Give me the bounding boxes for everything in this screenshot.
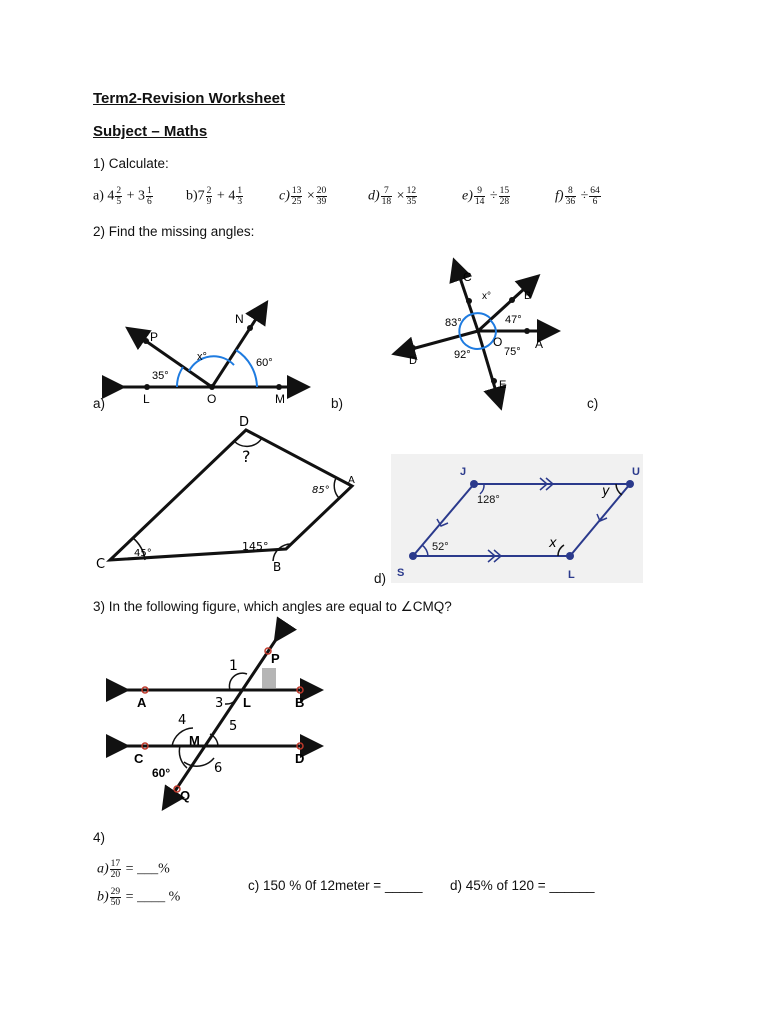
label-y: y [602, 484, 610, 499]
shaded-angle [262, 668, 276, 688]
q2-label-a: a) [93, 396, 106, 411]
label-b-c: B [273, 560, 282, 574]
label-d: D [409, 355, 417, 367]
q2-prompt: 2) Find the missing angles: [93, 224, 255, 239]
label-u: U [632, 466, 640, 478]
label-85: 85° [312, 485, 330, 496]
label-question: ? [242, 447, 251, 466]
q1-item-e: e) $\frac{9}{14}$ ÷ $\frac{15}{28}$ [462, 186, 510, 207]
label-c-c: C [96, 557, 106, 572]
q4-item-c: c) 150 % 0f 12meter = _____ [248, 878, 423, 893]
q1-item-a: a) 4 $\frac{2}{5}$ + 3 $\frac{1}{6}$ [93, 186, 152, 207]
label-q-q3: Q [180, 788, 191, 803]
label-b-q3: B [295, 695, 305, 710]
label-o-b: O [493, 335, 503, 349]
q1-item-d: d) $\frac{7}{18}$ × $\frac{12}{35}$ [368, 186, 417, 207]
label-e: E [499, 379, 507, 391]
label-92: 92° [454, 349, 471, 361]
label-n: N [235, 312, 244, 326]
q1-item-c: c) $\frac{13}{25}$ × $\frac{20}{39}$ [279, 186, 327, 207]
q4-item-b: b) $\frac{29}{50}$ = ____ % [97, 887, 181, 908]
label-35: 35° [152, 370, 169, 382]
label-a-q3: A [137, 695, 147, 710]
arc-60-q3 [179, 746, 187, 768]
label-a: A [535, 337, 544, 351]
label-128: 128° [477, 494, 500, 506]
q2-label-b: b) [331, 396, 344, 411]
label-83: 83° [445, 317, 462, 329]
label-5: 5 [229, 719, 238, 734]
label-p: P [150, 330, 159, 344]
subject-heading: Subject – Maths [93, 123, 208, 140]
label-a-c: A [348, 475, 355, 486]
label-m: M [275, 392, 285, 406]
q2-label-d: d) [374, 571, 387, 586]
label-x-d: x [549, 536, 557, 551]
arc-6 [184, 758, 214, 766]
label-6: 6 [214, 761, 223, 776]
label-x: x° [197, 351, 207, 363]
label-145: 145° [242, 540, 269, 553]
q4-item-d: d) 45% of 120 = ______ [450, 878, 595, 893]
q3-prompt: 3) In the following figure, which angles are equal to ∠CMQ? [93, 599, 452, 614]
label-4: 4 [178, 713, 187, 728]
label-60: 60° [256, 357, 273, 369]
q2-label-c: c) [587, 396, 599, 411]
q1-item-f: f) $\frac{8}{36}$ ÷ $\frac{64}{6}$ [555, 186, 600, 207]
label-p-q3: P [271, 651, 280, 666]
q4-item-a: a) $\frac{17}{20}$ = ___% [97, 859, 170, 880]
label-l: L [143, 392, 150, 406]
label-47: 47° [505, 314, 522, 326]
label-45: 45° [134, 548, 152, 559]
label-60-q3: 60° [152, 766, 171, 780]
label-d-q3: D [295, 751, 305, 766]
label-52: 52° [432, 541, 449, 553]
label-l-q3: L [243, 695, 251, 710]
label-m-q3: M [189, 733, 200, 748]
label-3: 3 [215, 696, 224, 711]
label-x-b: x° [482, 291, 491, 302]
q4-prompt: 4) [93, 830, 106, 845]
label-c-q3: C [134, 751, 144, 766]
label-o: O [207, 392, 217, 406]
label-1: 1 [229, 658, 238, 674]
label-b: B [524, 290, 532, 302]
label-s: S [397, 567, 405, 579]
q1-prompt: 1) Calculate: [93, 156, 169, 171]
label-c: C [463, 270, 472, 284]
q1-item-b: b)7 $\frac{2}{9}$ + 4 $\frac{1}{3}$ [186, 186, 243, 207]
label-j: J [460, 466, 467, 478]
worksheet-title: Term2-Revision Worksheet [93, 90, 286, 107]
label-l-d: L [568, 569, 575, 581]
label-75: 75° [504, 346, 521, 358]
label-d-c: D [239, 415, 250, 430]
